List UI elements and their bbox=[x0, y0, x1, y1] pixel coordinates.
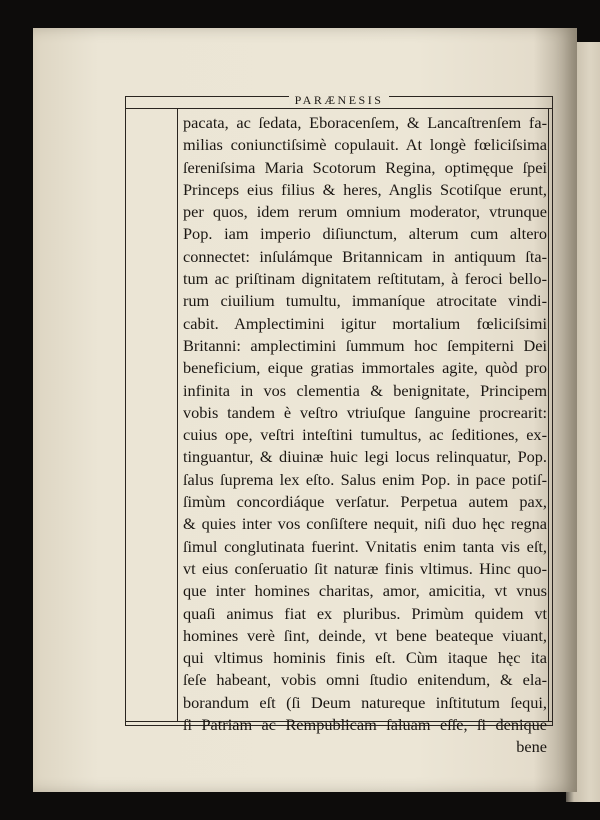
frame-rule-right bbox=[552, 96, 553, 726]
text-line: ſimùm concordiáque verſatur. Perpetua autem pax, bbox=[183, 492, 547, 512]
text-line: milias coniunctiſsimè copulauit. At longè fœliciſsima bbox=[183, 135, 547, 155]
frame-rule-margin bbox=[177, 108, 178, 722]
text-line: ſalus ſuprema lex eſto. Salus enim Pop. in pace potiſ- bbox=[183, 469, 547, 489]
text-line: borandum eſt (ſi Deum natureque inſtitutum ſequi, bbox=[183, 692, 547, 712]
text-line: pacata, ac ſedata, Eboracenſem, & Lancaſtrenſem fa- bbox=[183, 113, 547, 132]
text-line: tum ac priſtinam dignitatem reſtitutam, à feroci bello- bbox=[183, 269, 547, 289]
text-line: vt eius conſeruatio ſit naturæ finis vltimus. Hinc quo- bbox=[183, 558, 547, 578]
running-head-text: PARÆNESIS bbox=[289, 93, 390, 107]
text-line: bene bbox=[516, 737, 547, 757]
text-line: tinguantur, & diuinæ huic legi locus relinquatur, Pop. bbox=[183, 447, 547, 467]
text-line: que inter homines charitas, amor, amicitia, vt vnus bbox=[183, 581, 547, 601]
text-line: connectet: inſulámque Britannicam in antiquum ſta- bbox=[183, 246, 547, 266]
text-line: homines verè ſint, deinde, vt bene beateque viuant, bbox=[183, 625, 547, 645]
text-line: cuius ope, veſtri inteſtini tumultus, ac ſeditiones, ex- bbox=[183, 425, 547, 445]
running-head bbox=[125, 93, 553, 108]
text-line: & quies inter vos conſiſtere nequit, niſi duo hęc regna bbox=[183, 514, 547, 534]
book-page bbox=[33, 28, 577, 792]
text-line: ſimul conglutinata fuerint. Vnitatis enim tanta vis eſt, bbox=[183, 536, 547, 556]
text-line: vobis tandem è veſtro vtriuſque ſanguine procrearit: bbox=[183, 402, 547, 422]
frame-rule-right-inner bbox=[548, 108, 549, 722]
text-line: Princeps eius filius & heres, Anglis Scotiſque erunt, bbox=[183, 179, 547, 199]
text-line: quaſi animus fiat ex pluribus. Primùm quidem vt bbox=[183, 603, 547, 623]
frame-rule-top-inner bbox=[125, 108, 553, 109]
frame-rule-left bbox=[125, 96, 126, 726]
text-line: ſereniſsima Maria Scotorum Regina, optimęque ſpei bbox=[183, 157, 547, 177]
text-frame bbox=[125, 93, 553, 757]
text-line: qui vltimus hominis finis eſt. Cùm itaque hęc ita bbox=[183, 648, 547, 668]
text-line: cabit. Amplectimini igitur mortalium fœliciſsimi bbox=[183, 313, 547, 333]
text-line: infinita in vos clementia & benignitate, Principem bbox=[183, 380, 547, 400]
text-line: beneficium, eique gratias immortales agite, quòd pro bbox=[183, 358, 547, 378]
body-text bbox=[183, 112, 547, 759]
text-line: per quos, idem rerum omnium moderator, vtrunque bbox=[183, 202, 547, 222]
text-line: ſi Patriam ac Rempublicam ſaluam eſſe, ſi denique bbox=[183, 715, 547, 735]
text-line: Pop. iam imperio diſiunctum, alterum cum altero bbox=[183, 224, 547, 244]
text-line: rum ciuilium tumultu, immaníque atrocitate vindi- bbox=[183, 291, 547, 311]
text-line: Britanni: amplectimini ſummum hoc ſempiterni Dei bbox=[183, 335, 547, 355]
text-line: ſeſe habeant, vobis omni ſtudio enitendum, & ela- bbox=[183, 670, 547, 690]
